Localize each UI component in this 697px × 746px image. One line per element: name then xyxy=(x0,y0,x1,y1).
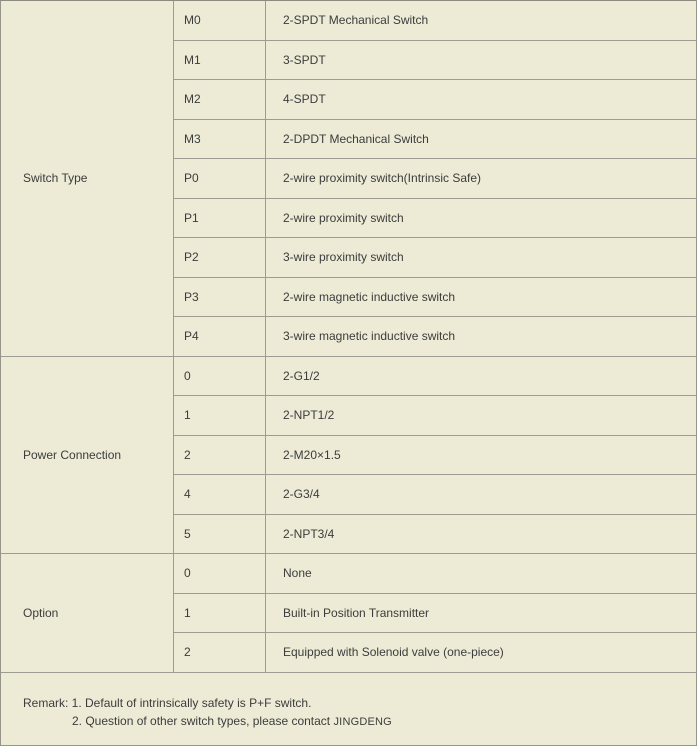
table-row xyxy=(174,633,696,672)
code-cell: M1 xyxy=(174,41,266,80)
table-row xyxy=(174,1,696,41)
code-cell: M0 xyxy=(174,1,266,40)
desc-cell: 2-SPDT Mechanical Switch xyxy=(283,13,429,28)
spec-section-switch-type xyxy=(1,1,696,357)
desc-cell: 3-wire proximity switch xyxy=(283,250,404,265)
brand-name: JINGDENG xyxy=(333,715,392,728)
table-row xyxy=(174,515,696,554)
desc-cell: 2-G3/4 xyxy=(283,487,320,502)
desc-cell: 2-wire magnetic inductive switch xyxy=(283,289,456,304)
code-cell: 5 xyxy=(174,515,266,554)
spec-section-power-connection xyxy=(1,357,696,555)
code-cell: M2 xyxy=(174,80,266,119)
remark-line-1: Remark: 1. Default of intrinsically safety is P+F switch. xyxy=(23,695,312,710)
code-cell: P2 xyxy=(174,238,266,277)
code-cell: 0 xyxy=(174,554,266,593)
desc-cell: 2-DPDT Mechanical Switch xyxy=(283,131,429,146)
section-rows xyxy=(174,554,696,672)
desc-cell: 3-wire magnetic inductive switch xyxy=(283,329,456,344)
spec-section-option xyxy=(1,554,696,673)
desc-cell: 2-NPT1/2 xyxy=(283,408,335,423)
section-rows xyxy=(174,357,696,554)
remark-line-2 xyxy=(72,712,686,731)
code-cell: P4 xyxy=(174,317,266,356)
code-cell: 2 xyxy=(174,633,266,672)
desc-cell: 2-M20×1.5 xyxy=(283,447,341,462)
code-cell: P1 xyxy=(174,199,266,238)
code-cell: 1 xyxy=(174,396,266,435)
desc-cell: Built-in Position Transmitter xyxy=(283,605,430,620)
desc-cell: 2-wire proximity switch xyxy=(283,210,404,225)
table-row xyxy=(174,396,696,436)
code-cell: 4 xyxy=(174,475,266,514)
table-row xyxy=(174,554,696,594)
category-cell: Option xyxy=(1,554,174,672)
table-row xyxy=(174,475,696,515)
category-cell: Switch Type xyxy=(1,1,174,356)
desc-cell: 4-SPDT xyxy=(283,92,326,107)
spec-table xyxy=(1,1,696,673)
desc-cell: None xyxy=(283,566,312,581)
table-row xyxy=(174,199,696,239)
table-row xyxy=(174,357,696,397)
desc-cell: 3-SPDT xyxy=(283,52,326,67)
section-rows xyxy=(174,1,696,356)
table-row xyxy=(174,238,696,278)
remark-line-2-text: 2. Question of other switch types, please contact xyxy=(72,713,334,728)
table-row xyxy=(174,80,696,120)
desc-cell: Equipped with Solenoid valve (one-piece) xyxy=(283,645,504,660)
desc-cell: 2-NPT3/4 xyxy=(283,526,335,541)
code-cell: 0 xyxy=(174,357,266,396)
code-cell: P0 xyxy=(174,159,266,198)
code-cell: 2 xyxy=(174,436,266,475)
desc-cell: 2-wire proximity switch(Intrinsic Safe) xyxy=(283,171,482,186)
category-cell: Power Connection xyxy=(1,357,174,554)
table-row xyxy=(174,41,696,81)
remark-section xyxy=(1,673,696,746)
desc-cell: 2-G1/2 xyxy=(283,368,320,383)
table-row xyxy=(174,317,696,356)
code-cell: M3 xyxy=(174,120,266,159)
table-row xyxy=(174,278,696,318)
table-row xyxy=(174,436,696,476)
table-row xyxy=(174,159,696,199)
table-row xyxy=(174,594,696,634)
code-cell: P3 xyxy=(174,278,266,317)
code-cell: 1 xyxy=(174,594,266,633)
table-row xyxy=(174,120,696,160)
